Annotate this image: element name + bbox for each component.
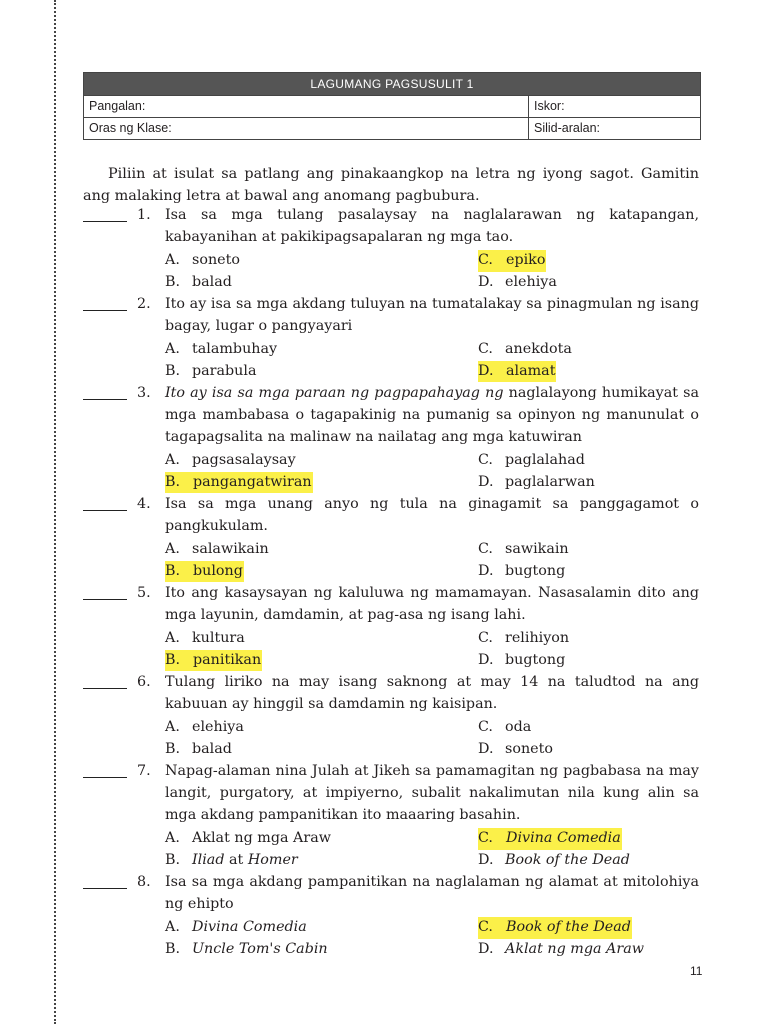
choice-letter: B. (165, 851, 181, 868)
choice-letter: A. (165, 719, 180, 735)
question-stem (165, 293, 699, 337)
choice-text: talambuhay (192, 341, 278, 357)
choice-option[interactable] (165, 472, 478, 494)
choice-option[interactable] (165, 450, 478, 472)
choice-text: epiko (505, 250, 546, 272)
question-item (83, 871, 699, 960)
choice-letter: B. (165, 740, 181, 757)
question-stem (165, 582, 699, 626)
question-stem (165, 671, 699, 715)
question-stem (165, 382, 699, 448)
quiz-title: LAGUMANG PAGSUSULIT 1 (84, 73, 700, 95)
choice-letter: A. (165, 341, 180, 357)
choice-letter: C. (478, 250, 505, 272)
choice-text: sawikain (505, 541, 569, 557)
choice-letter: D. (478, 940, 494, 957)
question-stem (165, 871, 699, 915)
choice-text: pagsasalaysay (192, 452, 296, 468)
question-stem (165, 493, 699, 537)
answer-blank[interactable] (83, 777, 127, 778)
question-number: 8. (137, 874, 151, 890)
choice-letter: D. (478, 851, 494, 868)
header-row-1 (84, 95, 700, 117)
choice-option[interactable] (165, 628, 478, 650)
choice-option[interactable] (478, 561, 699, 583)
choice-text: salawikain (192, 541, 269, 557)
choice-letter: B. (165, 362, 181, 379)
choice-letter: C. (478, 719, 493, 735)
choice-text-part: Iliad (192, 851, 225, 868)
answer-blank[interactable] (83, 888, 127, 889)
choice-letter: B. (165, 940, 181, 957)
choice-option[interactable] (478, 628, 699, 650)
choice-option[interactable] (165, 361, 478, 383)
choice-option[interactable] (165, 272, 478, 294)
choice-text: bugtong (505, 651, 566, 668)
choice-text: paglalarwan (505, 473, 595, 490)
choice-text: oda (505, 719, 532, 735)
question-list (83, 204, 699, 960)
choice-text: soneto (505, 740, 553, 757)
choice-option[interactable] (165, 739, 478, 761)
question-stem (165, 760, 699, 826)
answer-blank[interactable] (83, 221, 127, 222)
instructions-text: Piliin at isulat sa patlang ang pinakaangkop na letra ng iyong sagot. Gamitin ang malaking letra at bawal ang anomang pagbubura. (83, 166, 699, 204)
choice-list (165, 448, 699, 493)
choice-letter: D. (478, 562, 494, 579)
choice-letter: D. (478, 273, 494, 290)
choice-text-part: at (224, 851, 248, 868)
choice-text: Divina Comedia (192, 919, 307, 935)
answer-blank[interactable] (83, 688, 127, 689)
answer-blank[interactable] (83, 510, 127, 511)
question-stem-text: naglalayong humikayat sa mga mambabasa o tagapakinig na pumanig sa opinyon ng manunulat o tagapagsalita na malinaw na nailatag ang mga katuwiran (165, 385, 699, 445)
choice-text: panitikan (192, 650, 262, 672)
choice-letter: A. (165, 919, 180, 935)
choice-text-part: Homer (247, 851, 298, 868)
question-stem-italic: Ito ay isa sa mga paraan ng pagpapahayag ng (165, 385, 504, 401)
room-field[interactable]: Silid-aralan: (534, 121, 601, 135)
question-number: 2. (137, 296, 151, 312)
choice-option[interactable] (165, 850, 478, 872)
choice-option[interactable] (165, 939, 478, 961)
choice-letter: C. (478, 341, 493, 357)
question-number: 7. (137, 763, 151, 779)
choice-text: balad (192, 740, 232, 757)
instructions (83, 163, 699, 207)
choice-option[interactable] (478, 939, 699, 961)
question-stem-text: Isa sa mga akdang pampanitikan na naglalaman ng alamat at mitolohiya ng ehipto (165, 874, 699, 912)
choice-text: Uncle Tom's Cabin (192, 940, 328, 957)
choice-letter: A. (165, 541, 180, 557)
choice-letter: B. (165, 561, 192, 583)
choice-text: Divina Comedia (505, 828, 622, 850)
choice-option[interactable] (165, 717, 478, 739)
choice-option[interactable] (165, 917, 478, 939)
answer-blank[interactable] (83, 399, 127, 400)
choice-text: balad (192, 273, 232, 290)
question-stem-text: Isa sa mga unang anyo ng tula na ginagamit sa panggagamot o pangkukulam. (165, 496, 699, 534)
choice-letter: C. (478, 452, 493, 468)
question-number: 6. (137, 674, 151, 690)
choice-text: bulong (192, 561, 244, 583)
choice-option[interactable] (478, 450, 699, 472)
choice-letter: A. (165, 830, 180, 846)
choice-letter: C. (478, 630, 493, 646)
question-item (83, 671, 699, 760)
choice-list (165, 248, 699, 293)
choice-option[interactable] (478, 539, 699, 561)
choice-text: elehiya (192, 719, 244, 735)
answer-blank[interactable] (83, 310, 127, 311)
choice-list (165, 337, 699, 382)
choice-text: pangangatwiran (192, 472, 313, 494)
quiz-header-table (83, 72, 701, 140)
question-stem (165, 204, 699, 248)
choice-letter: C. (478, 828, 505, 850)
question-number: 4. (137, 496, 151, 512)
choice-option[interactable] (478, 717, 699, 739)
choice-list (165, 826, 699, 871)
choice-option[interactable] (478, 828, 699, 850)
choice-letter: A. (165, 452, 180, 468)
choice-text: relihiyon (505, 630, 570, 646)
choice-option[interactable] (478, 272, 699, 294)
choice-option[interactable] (478, 361, 699, 383)
choice-text: Aklat ng mga Araw (505, 940, 644, 957)
choice-letter: D. (478, 740, 494, 757)
class-time-field[interactable]: Oras ng Klase: (84, 118, 529, 139)
choice-list (165, 537, 699, 582)
choice-option[interactable] (478, 650, 699, 672)
choice-option[interactable] (478, 472, 699, 494)
choice-option[interactable] (165, 828, 478, 850)
choice-text: soneto (192, 252, 240, 268)
question-number: 3. (137, 385, 151, 401)
choice-text: Book of the Dead (505, 917, 632, 939)
choice-option[interactable] (478, 917, 699, 939)
choice-letter: D. (478, 473, 494, 490)
question-item (83, 382, 699, 493)
choice-letter: B. (165, 650, 192, 672)
choice-letter: B. (165, 273, 181, 290)
choice-text: elehiya (505, 273, 557, 290)
question-item (83, 293, 699, 382)
question-stem-text: Tulang liriko na may isang saknong at may 14 na taludtod na ang kabuuan ay hinggil sa damdamin ng kaisipan. (165, 674, 699, 712)
choice-letter: B. (165, 472, 192, 494)
choice-text (192, 850, 298, 872)
question-number: 5. (137, 585, 151, 601)
choice-option[interactable] (478, 850, 699, 872)
question-item (83, 582, 699, 671)
answer-blank[interactable] (83, 599, 127, 600)
choice-letter: D. (478, 361, 505, 383)
choice-text: kultura (192, 630, 245, 646)
choice-option[interactable] (165, 561, 478, 583)
question-stem-text: Ito ay isa sa mga akdang tuluyan na tumatalakay sa pinagmulan ng isang bagay, lugar o pangyayari (165, 296, 699, 334)
choice-text: Book of the Dead (505, 851, 630, 868)
choice-option[interactable] (165, 250, 478, 272)
question-item (83, 760, 699, 871)
choice-option[interactable] (478, 339, 699, 361)
question-item (83, 204, 699, 293)
name-field[interactable]: Pangalan: (84, 96, 529, 117)
choice-text: paglalahad (505, 452, 585, 468)
choice-letter: A. (165, 252, 180, 268)
choice-list (165, 915, 699, 960)
question-number: 1. (137, 207, 151, 223)
choice-list (165, 715, 699, 760)
choice-text: alamat (505, 361, 556, 383)
choice-text: parabula (192, 362, 257, 379)
choice-letter: C. (478, 917, 505, 939)
question-item (83, 493, 699, 582)
choice-letter: D. (478, 651, 494, 668)
header-row-2 (84, 117, 700, 139)
question-stem-text: Napag-alaman nina Julah at Jikeh sa pamamagitan ng pagbabasa na may langit, purgatory, at impiyerno, subalit nakalimutan nila kung alin sa mga akdang pampanitikan ito maaaring basahin. (165, 763, 699, 823)
choice-text: Aklat ng mga Araw (192, 830, 331, 846)
choice-option[interactable] (478, 250, 699, 272)
choice-text: anekdota (505, 341, 572, 357)
choice-option[interactable] (478, 739, 699, 761)
choice-list (165, 626, 699, 671)
score-field[interactable]: Iskor: (534, 99, 565, 113)
choice-option[interactable] (165, 539, 478, 561)
choice-text: bugtong (505, 562, 566, 579)
question-stem-text: Isa sa mga tulang pasalaysay na naglalarawan ng katapangan, kabayanihan at pakikipagsapalaran ng mga tao. (165, 207, 699, 245)
cut-line (54, 0, 56, 1024)
choice-option[interactable] (165, 650, 478, 672)
choice-option[interactable] (165, 339, 478, 361)
question-stem-text: Ito ang kasaysayan ng kaluluwa ng mamamayan. Nasasalamin dito ang mga layunin, damdamin, at pag-asa ng isang lahi. (165, 585, 699, 623)
page-number: 11 (690, 964, 703, 978)
choice-letter: A. (165, 630, 180, 646)
choice-letter: C. (478, 541, 493, 557)
